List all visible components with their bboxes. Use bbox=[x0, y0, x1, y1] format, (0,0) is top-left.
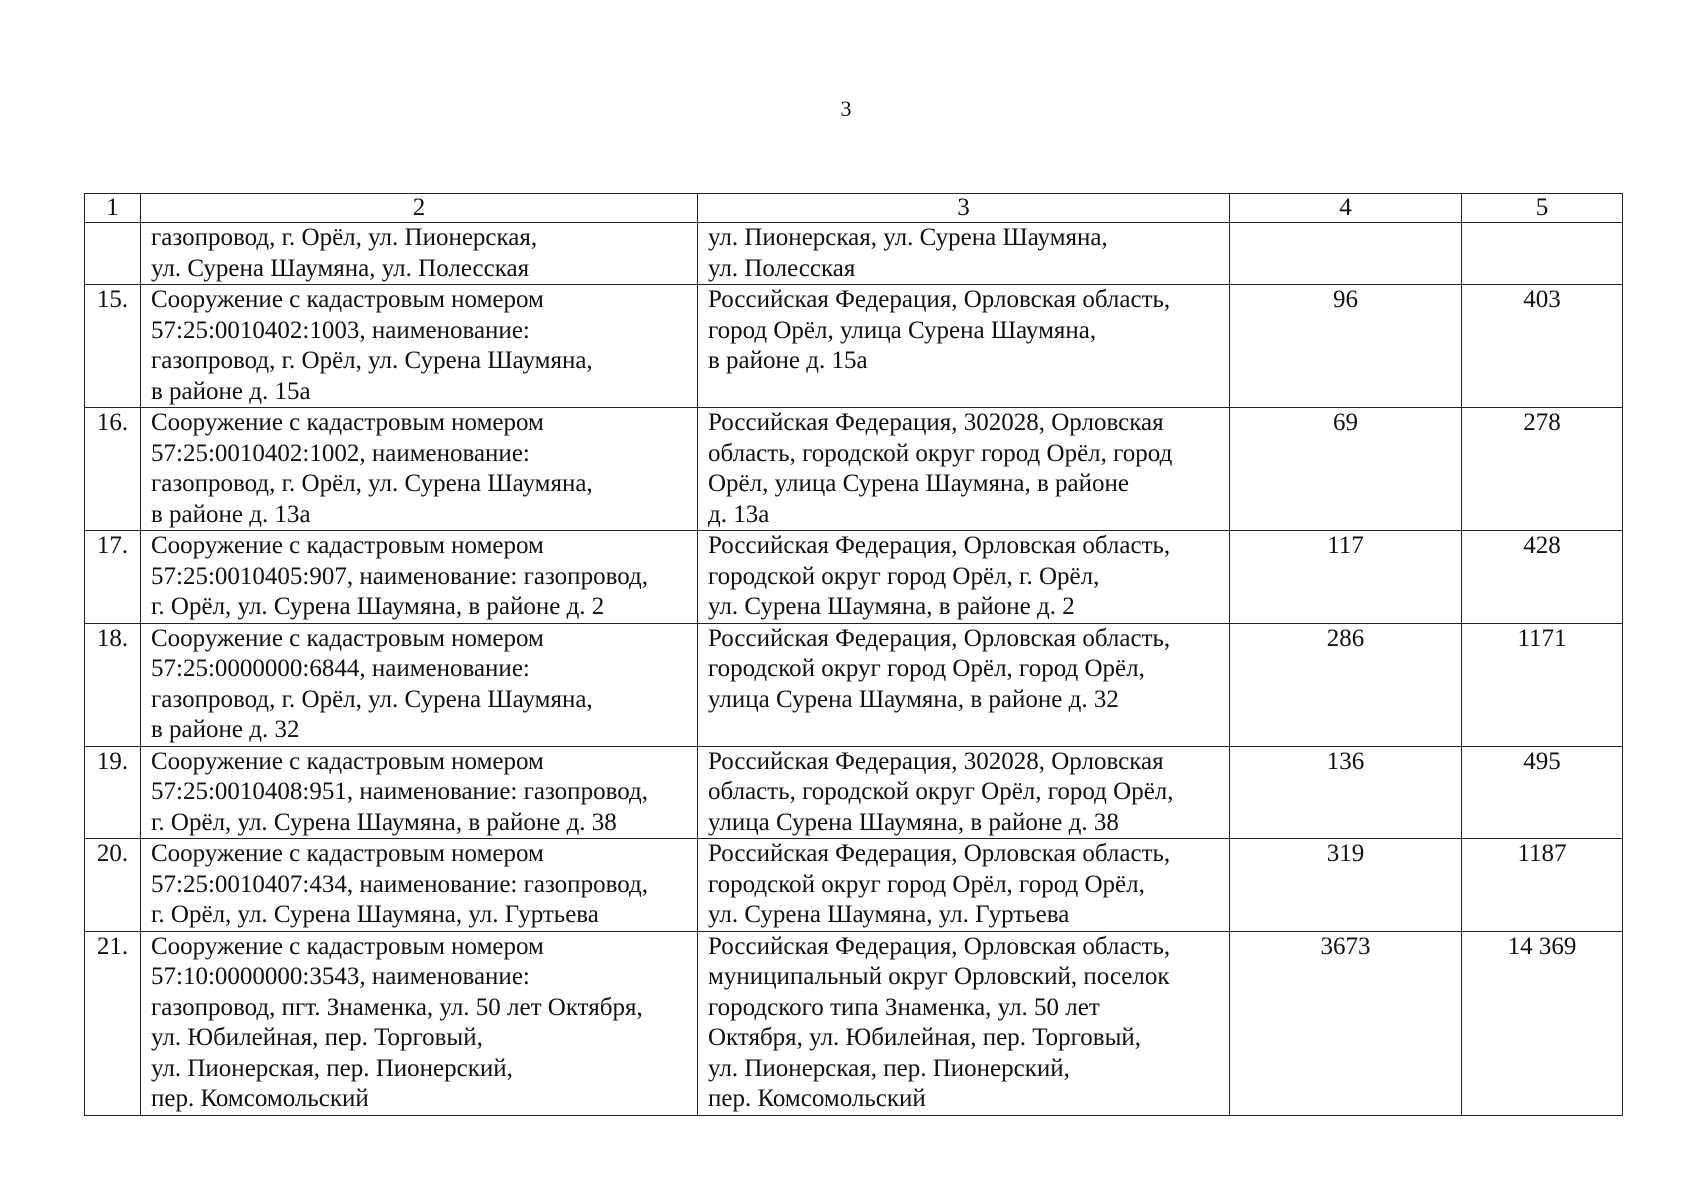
address-cell bbox=[698, 408, 1230, 531]
table-row bbox=[85, 285, 1623, 408]
object-name-line: Сооружение с кадастровым номером bbox=[151, 840, 544, 867]
address-line: область, городской округ город Орёл, город bbox=[708, 439, 1173, 467]
table-row bbox=[85, 531, 1623, 624]
object-name-line: газопровод, пгт. Знаменка, ул. 50 лет Октября, bbox=[151, 993, 643, 1021]
address-line: область, городской округ Орёл, город Орёл, bbox=[708, 778, 1174, 805]
address-line: в районе д. 15а bbox=[708, 347, 868, 374]
object-name-line: 57:25:0010402:1003, наименование: bbox=[151, 316, 530, 344]
table-row bbox=[85, 623, 1623, 746]
object-name-line: Сооружение с кадастровым номером bbox=[151, 286, 544, 313]
header-cell-1: 1 bbox=[85, 194, 141, 223]
area-cell: 428 bbox=[1462, 531, 1623, 624]
address-line: Российская Федерация, 302028, Орловская bbox=[708, 409, 1164, 436]
address-line: ул. Сурена Шаумяна, ул. Гуртьева bbox=[708, 901, 1070, 928]
object-name-cell bbox=[141, 839, 698, 932]
address-line: городского типа Знаменка, ул. 50 лет bbox=[708, 993, 1100, 1021]
row-number-cell: 15. bbox=[85, 285, 141, 408]
object-name-line: 57:25:0010402:1002, наименование: bbox=[151, 439, 530, 467]
object-name-line: пер. Комсомольский bbox=[151, 1085, 369, 1112]
address-line: ул. Пионерская, ул. Сурена Шаумяна, bbox=[708, 224, 1108, 251]
row-number-cell: 16. bbox=[85, 408, 141, 531]
object-name-line: Сооружение с кадастровым номером bbox=[151, 624, 544, 652]
address-cell bbox=[698, 285, 1230, 408]
address-line: Октября, ул. Юбилейная, пер. Торговый, bbox=[708, 1024, 1142, 1051]
length-cell: 319 bbox=[1230, 839, 1462, 932]
address-line: Российская Федерация, Орловская область, bbox=[708, 840, 1171, 867]
object-name-line: Сооружение с кадастровым номером bbox=[151, 532, 544, 559]
object-name-cell bbox=[141, 931, 698, 1115]
object-name-line: в районе д. 13а bbox=[151, 500, 311, 528]
address-line: город Орёл, улица Сурена Шаумяна, bbox=[708, 316, 1097, 344]
table-row bbox=[85, 746, 1623, 839]
object-name-cell bbox=[141, 746, 698, 839]
address-line: Российская Федерация, 302028, Орловская bbox=[708, 747, 1164, 775]
object-name-line: Сооружение с кадастровым номером bbox=[151, 747, 544, 775]
object-name-line: 57:25:0010405:907, наименование: газопровод, bbox=[151, 562, 648, 590]
address-line: Российская Федерация, Орловская область, bbox=[708, 624, 1171, 652]
table-row bbox=[85, 839, 1623, 932]
area-cell: 14 369 bbox=[1462, 931, 1623, 1115]
address-line: муниципальный округ Орловский, поселок bbox=[708, 963, 1170, 990]
table-row bbox=[85, 223, 1623, 285]
length-cell: 69 bbox=[1230, 408, 1462, 531]
object-name-line: Сооружение с кадастровым номером bbox=[151, 409, 544, 436]
area-cell bbox=[1462, 223, 1623, 285]
length-cell: 286 bbox=[1230, 623, 1462, 746]
address-line: ул. Сурена Шаумяна, в районе д. 2 bbox=[708, 593, 1075, 620]
object-name-line: ул. Юбилейная, пер. Торговый, bbox=[151, 1024, 483, 1051]
table-row bbox=[85, 931, 1623, 1115]
header-cell-5: 5 bbox=[1462, 194, 1623, 223]
address-line: улица Сурена Шаумяна, в районе д. 32 bbox=[708, 685, 1119, 713]
length-cell: 117 bbox=[1230, 531, 1462, 624]
object-name-cell bbox=[141, 223, 698, 285]
length-cell: 96 bbox=[1230, 285, 1462, 408]
object-name-line: 57:25:0000000:6844, наименование: bbox=[151, 655, 530, 682]
address-line: городской округ город Орёл, город Орёл, bbox=[708, 655, 1145, 682]
object-name-line: г. Орёл, ул. Сурена Шаумяна, в районе д. 2 bbox=[151, 593, 605, 620]
object-name-line: в районе д. 32 bbox=[151, 716, 300, 743]
object-name-line: 57:25:0010407:434, наименование: газопровод, bbox=[151, 870, 648, 898]
property-table bbox=[84, 193, 1623, 1116]
area-cell: 1171 bbox=[1462, 623, 1623, 746]
row-number-cell: 21. bbox=[85, 931, 141, 1115]
object-name-line: газопровод, г. Орёл, ул. Сурена Шаумяна, bbox=[151, 685, 593, 713]
area-cell: 1187 bbox=[1462, 839, 1623, 932]
object-name-cell bbox=[141, 531, 698, 624]
object-name-line: 57:25:0010408:951, наименование: газопровод, bbox=[151, 778, 648, 805]
header-cell-2: 2 bbox=[141, 194, 698, 223]
header-cell-4: 4 bbox=[1230, 194, 1462, 223]
area-cell: 403 bbox=[1462, 285, 1623, 408]
object-name-line: ул. Сурена Шаумяна, ул. Полесская bbox=[151, 254, 530, 282]
object-name-cell bbox=[141, 285, 698, 408]
length-cell: 136 bbox=[1230, 746, 1462, 839]
address-line: Российская Федерация, Орловская область, bbox=[708, 286, 1171, 313]
address-line: д. 13а bbox=[708, 500, 770, 528]
address-cell bbox=[698, 623, 1230, 746]
address-line: пер. Комсомольский bbox=[708, 1085, 926, 1112]
object-name-line: Сооружение с кадастровым номером bbox=[151, 932, 544, 960]
address-line: улица Сурена Шаумяна, в районе д. 38 bbox=[708, 808, 1119, 836]
length-cell bbox=[1230, 223, 1462, 285]
address-line: ул. Полесская bbox=[708, 254, 856, 282]
object-name-cell bbox=[141, 623, 698, 746]
address-line: Орёл, улица Сурена Шаумяна, в районе bbox=[708, 470, 1129, 497]
address-line: ул. Пионерская, пер. Пионерский, bbox=[708, 1054, 1070, 1082]
address-line: Российская Федерация, Орловская область, bbox=[708, 532, 1171, 559]
address-cell bbox=[698, 746, 1230, 839]
object-name-line: ул. Пионерская, пер. Пионерский, bbox=[151, 1054, 513, 1082]
object-name-line: г. Орёл, ул. Сурена Шаумяна, ул. Гуртьева bbox=[151, 901, 599, 928]
object-name-line: г. Орёл, ул. Сурена Шаумяна, в районе д. 38 bbox=[151, 808, 617, 836]
row-number-cell bbox=[85, 223, 141, 285]
address-cell bbox=[698, 531, 1230, 624]
row-number-cell: 18. bbox=[85, 623, 141, 746]
object-name-line: газопровод, г. Орёл, ул. Сурена Шаумяна, bbox=[151, 347, 593, 374]
table-header-row bbox=[85, 194, 1623, 223]
area-cell: 495 bbox=[1462, 746, 1623, 839]
object-name-line: газопровод, г. Орёл, ул. Сурена Шаумяна, bbox=[151, 470, 593, 497]
row-number-cell: 20. bbox=[85, 839, 141, 932]
object-name-cell bbox=[141, 408, 698, 531]
header-cell-3: 3 bbox=[698, 194, 1230, 223]
object-name-line: 57:10:0000000:3543, наименование: bbox=[151, 963, 530, 990]
object-name-line: газопровод, г. Орёл, ул. Пионерская, bbox=[151, 224, 538, 251]
address-line: Российская Федерация, Орловская область, bbox=[708, 932, 1171, 960]
address-line: городской округ город Орёл, город Орёл, bbox=[708, 870, 1145, 898]
address-line: городской округ город Орёл, г. Орёл, bbox=[708, 562, 1100, 590]
address-cell bbox=[698, 223, 1230, 285]
table-row bbox=[85, 408, 1623, 531]
page-number: 3 bbox=[840, 96, 852, 121]
object-name-line: в районе д. 15а bbox=[151, 377, 311, 405]
address-cell bbox=[698, 931, 1230, 1115]
row-number-cell: 19. bbox=[85, 746, 141, 839]
length-cell: 3673 bbox=[1230, 931, 1462, 1115]
area-cell: 278 bbox=[1462, 408, 1623, 531]
address-cell bbox=[698, 839, 1230, 932]
row-number-cell: 17. bbox=[85, 531, 141, 624]
